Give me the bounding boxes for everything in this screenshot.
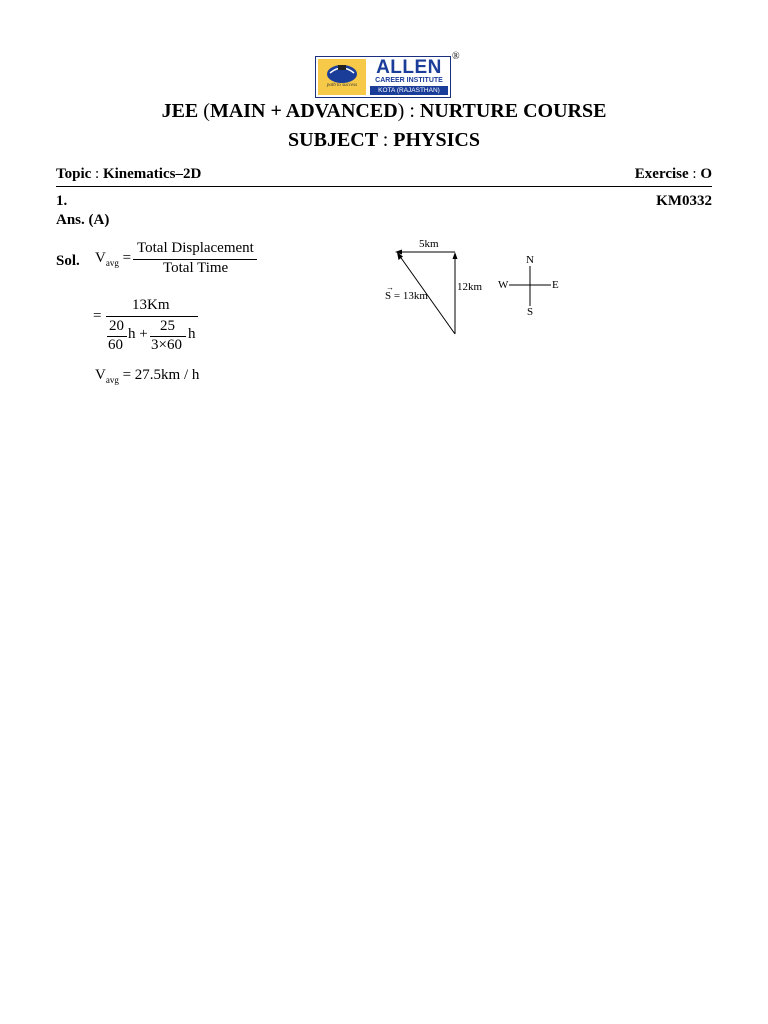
frac1-denominator: 60 — [108, 337, 123, 353]
h-unit: h — [188, 326, 196, 342]
logo-brand-location: KOTA (RAJASTHAN) — [370, 86, 448, 95]
path-12km-arrow — [453, 252, 458, 259]
answer: Ans. (A) — [56, 212, 110, 228]
frac2-numerator: 25 — [160, 318, 175, 334]
sol-label: Sol. — [56, 253, 80, 269]
registered-mark: ® — [452, 51, 460, 62]
compass-west: W — [498, 279, 509, 291]
exercise-label: Exercise — [634, 166, 689, 182]
result-v: V — [95, 367, 106, 383]
allen-logo — [315, 56, 451, 98]
exercise-sep: : — [688, 166, 701, 182]
result — [95, 367, 199, 384]
compass-south: S — [527, 306, 534, 318]
frac1-numerator: 20 — [109, 318, 124, 334]
title-paren-open: ( — [203, 100, 210, 122]
equals-step2: = — [93, 308, 102, 324]
page-title-line1 — [0, 100, 768, 123]
h-plus: h + — [128, 326, 148, 342]
step2-numerator: 13Km — [132, 297, 170, 313]
fraction-denominator: Total Time — [163, 260, 229, 276]
exercise-value: O — [700, 166, 712, 182]
logo-brand-sub: CAREER INSTITUTE — [375, 77, 443, 84]
equals: = — [122, 250, 132, 266]
title-course: NURTURE COURSE — [419, 100, 607, 122]
fraction-numerator: Total Displacement — [137, 240, 254, 256]
title-jee: JEE — [161, 100, 204, 122]
result-value: = 27.5km / h — [122, 367, 200, 383]
title-subject-value: PHYSICS — [393, 129, 480, 151]
label-5km: 5km — [419, 238, 439, 250]
topic-left — [56, 166, 201, 183]
question-code: KM0332 — [656, 193, 712, 209]
question-number: 1. — [56, 193, 68, 209]
topic-sep: : — [91, 166, 103, 182]
title-main-advanced: MAIN + ADVANCED — [209, 100, 398, 122]
label-displacement — [385, 283, 428, 302]
frac2-denominator: 3×60 — [151, 337, 182, 353]
result-avg: avg — [105, 375, 119, 385]
title-subject-label: SUBJECT — [288, 129, 383, 151]
vector-arrow-icon: → — [386, 283, 394, 292]
topic-label: Topic — [56, 166, 92, 182]
avg-subscript: avg — [105, 258, 119, 268]
vavg-lhs — [95, 250, 131, 267]
topic-row — [56, 166, 712, 187]
title-paren-close: ) : — [397, 100, 420, 122]
page-title-line2 — [0, 129, 768, 152]
logo-brand-name: ALLEN — [376, 57, 442, 78]
logo-emblem-icon — [318, 59, 366, 95]
label-12km: 12km — [457, 281, 483, 293]
title-subject-colon: : — [382, 129, 394, 151]
v-symbol: V — [95, 250, 106, 266]
compass-north: N — [526, 254, 534, 266]
step2-fraction-bar — [106, 316, 198, 317]
topic-value: Kinematics–2D — [102, 166, 202, 182]
displacement-text: S = 13km — [385, 290, 428, 302]
exercise — [635, 166, 712, 183]
logo-brand — [368, 57, 449, 97]
logo-tagline: path to success — [326, 83, 358, 88]
compass-east: E — [552, 279, 559, 291]
